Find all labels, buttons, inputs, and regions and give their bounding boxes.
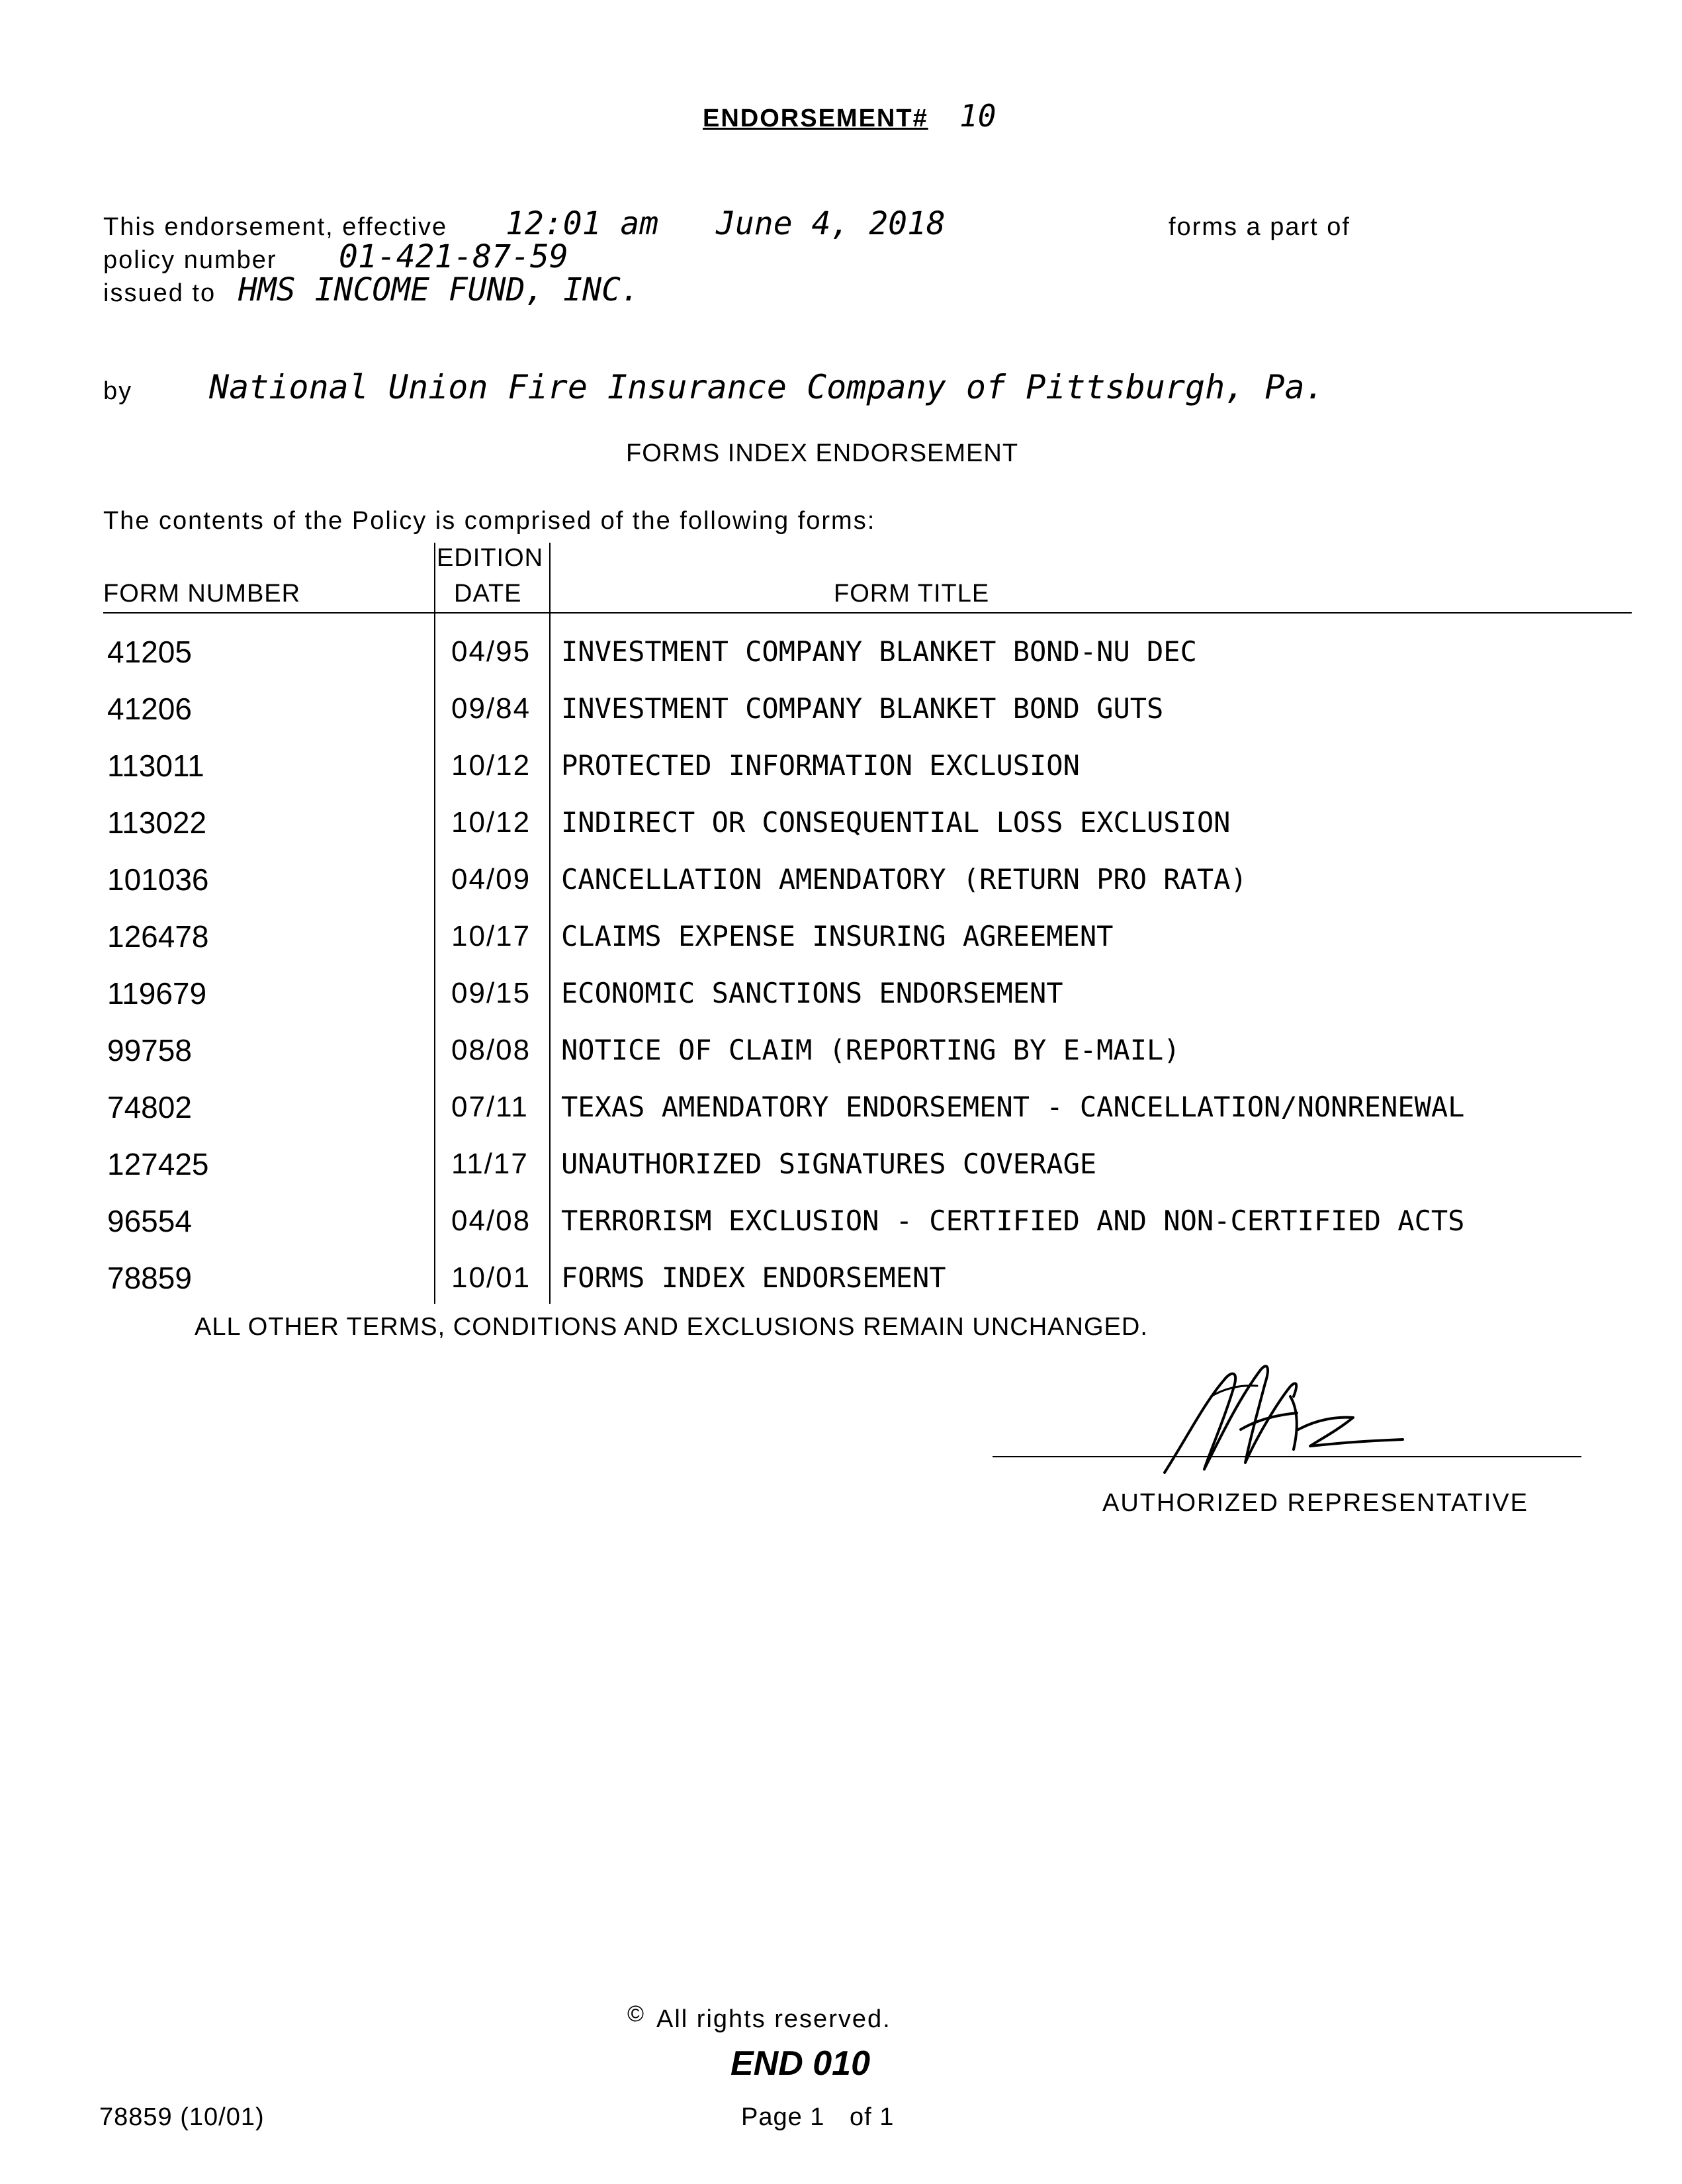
form-number: 113022 xyxy=(107,805,207,840)
form-number: 113011 xyxy=(107,749,204,783)
form-title: ECONOMIC SANCTIONS ENDORSEMENT xyxy=(561,977,1063,1009)
edition-date: 09/84 xyxy=(451,692,531,725)
copyright-symbol: © xyxy=(627,2001,644,2026)
column-header-form-title: FORM TITLE xyxy=(834,580,990,608)
effective-label: This endorsement, effective xyxy=(103,213,448,241)
form-title: TERRORISM EXCLUSION - CERTIFIED AND NON-CERTIFIED ACTS xyxy=(561,1205,1465,1237)
table-divider-left xyxy=(434,543,435,1304)
form-number: 119679 xyxy=(107,976,207,1011)
edition-date: 10/01 xyxy=(451,1261,531,1294)
column-header-edition: EDITION xyxy=(437,544,544,572)
by-label: by xyxy=(103,377,133,405)
document-title: FORMS INDEX ENDORSEMENT xyxy=(626,439,1019,467)
form-title: INDIRECT OR CONSEQUENTIAL LOSS EXCLUSION xyxy=(561,806,1231,839)
end-code: END 010 xyxy=(730,2044,870,2083)
edition-date: 10/12 xyxy=(451,749,531,782)
form-number: 96554 xyxy=(107,1204,192,1238)
closing-statement: ALL OTHER TERMS, CONDITIONS AND EXCLUSIONS REMAIN UNCHANGED. xyxy=(195,1313,1148,1341)
edition-date: 07/11 xyxy=(451,1091,529,1123)
form-title: TEXAS AMENDATORY ENDORSEMENT - CANCELLATION/NONRENEWAL xyxy=(561,1091,1465,1123)
issued-to-label: issued to xyxy=(103,279,216,307)
edition-date: 10/17 xyxy=(451,920,531,952)
form-number: 127425 xyxy=(107,1147,209,1181)
form-number: 78859 xyxy=(107,1261,192,1295)
form-number: 99758 xyxy=(107,1033,192,1068)
edition-date: 08/08 xyxy=(451,1034,531,1066)
forms-part-label: forms a part of xyxy=(1169,213,1350,241)
effective-time: 12:01 am xyxy=(506,205,659,242)
endorsement-number: 10 xyxy=(959,98,996,134)
form-title: INVESTMENT COMPANY BLANKET BOND GUTS xyxy=(561,692,1164,725)
signature-label: AUTHORIZED REPRESENTATIVE xyxy=(1102,1489,1528,1517)
column-header-date: DATE xyxy=(454,580,522,608)
form-title: FORMS INDEX ENDORSEMENT xyxy=(561,1261,946,1294)
form-title: CLAIMS EXPENSE INSURING AGREEMENT xyxy=(561,920,1114,952)
form-number: 41205 xyxy=(107,635,192,669)
effective-date: June 4, 2018 xyxy=(716,205,946,242)
edition-date: 09/15 xyxy=(451,977,531,1009)
form-number: 101036 xyxy=(107,862,209,897)
page-total: of 1 xyxy=(850,2103,895,2131)
policy-number-label: policy number xyxy=(103,246,277,274)
edition-date: 10/12 xyxy=(451,806,531,839)
insurer-name: National Union Fire Insurance Company of Pittsburgh, Pa. xyxy=(209,368,1325,406)
form-title: NOTICE OF CLAIM (REPORTING BY E-MAIL) xyxy=(561,1034,1180,1066)
policy-number: 01-421-87-59 xyxy=(339,238,568,275)
signature-line xyxy=(993,1456,1581,1457)
column-header-form-number: FORM NUMBER xyxy=(103,580,301,608)
page-label: Page 1 xyxy=(741,2103,825,2131)
form-code: 78859 (10/01) xyxy=(99,2103,265,2131)
edition-date: 04/08 xyxy=(451,1205,531,1237)
form-number: 41206 xyxy=(107,692,192,726)
intro-text: The contents of the Policy is comprised of the following forms: xyxy=(103,507,876,535)
table-header-rule xyxy=(103,612,1632,614)
edition-date: 11/17 xyxy=(451,1148,529,1180)
form-title: UNAUTHORIZED SIGNATURES COVERAGE xyxy=(561,1148,1097,1180)
form-title: CANCELLATION AMENDATORY (RETURN PRO RATA) xyxy=(561,863,1247,895)
table-divider-right xyxy=(549,543,551,1304)
form-number: 74802 xyxy=(107,1090,192,1124)
edition-date: 04/09 xyxy=(451,863,531,895)
form-title: INVESTMENT COMPANY BLANKET BOND-NU DEC xyxy=(561,635,1197,668)
issued-to: HMS INCOME FUND, INC. xyxy=(238,271,640,308)
edition-date: 04/95 xyxy=(451,635,531,668)
endorsement-label: ENDORSEMENT# xyxy=(703,105,928,132)
form-title: PROTECTED INFORMATION EXCLUSION xyxy=(561,749,1080,782)
form-number: 126478 xyxy=(107,919,209,954)
signature-image xyxy=(1125,1357,1429,1482)
rights-text: All rights reserved. xyxy=(656,2005,891,2033)
